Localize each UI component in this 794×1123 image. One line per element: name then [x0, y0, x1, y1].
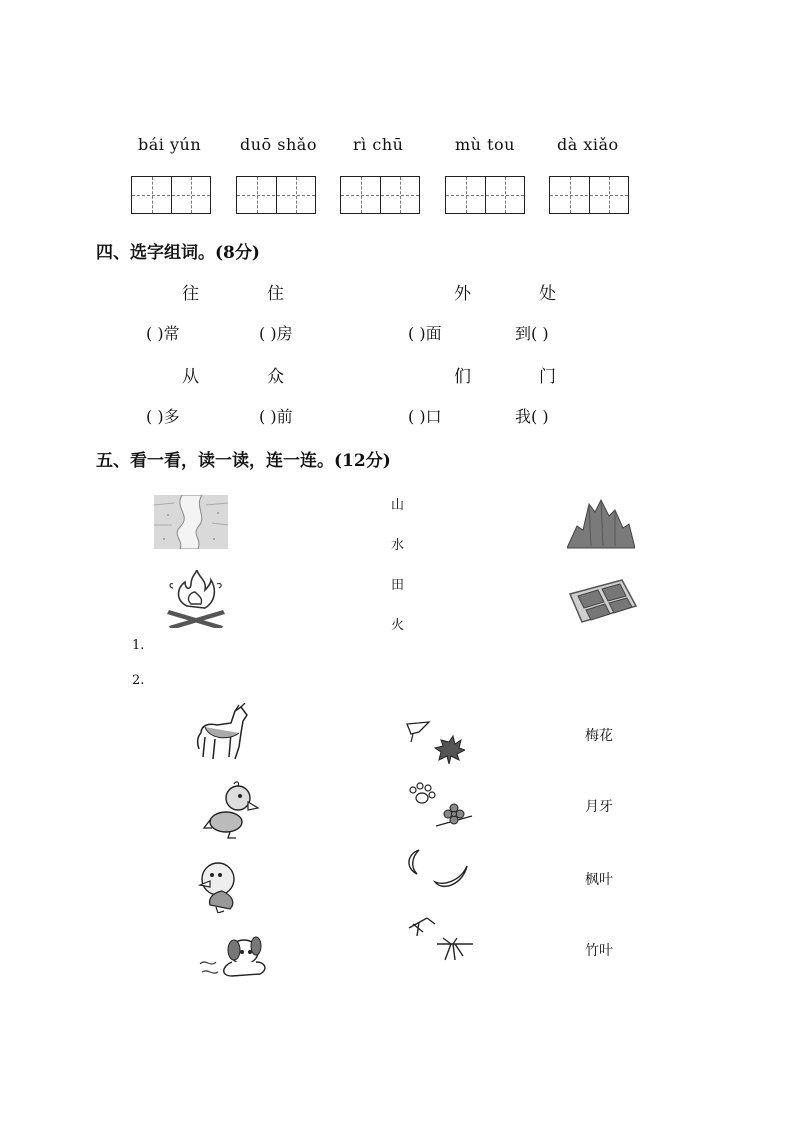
- choice-char: 从: [182, 367, 199, 387]
- choice-char: 处: [539, 284, 556, 304]
- pinyin-2: duō shǎo: [240, 135, 317, 154]
- pinyin-5: dà xiǎo: [557, 135, 619, 154]
- item-number: 1.: [132, 638, 145, 653]
- writing-grid-1[interactable]: [131, 176, 211, 214]
- puppy-icon: [198, 932, 274, 980]
- word-blank[interactable]: ( )面: [408, 324, 442, 343]
- writing-grid-2[interactable]: [236, 176, 316, 214]
- choice-char: 众: [267, 367, 284, 387]
- section-4-heading: 四、选字组词。(8分): [96, 243, 260, 263]
- chick-icon: [196, 857, 240, 913]
- word-blank[interactable]: ( )多: [146, 407, 180, 426]
- match-word: 水: [391, 538, 405, 553]
- chick-footprint-bamboo-leaf-icon: [407, 916, 477, 964]
- pinyin-4: mù tou: [455, 135, 515, 154]
- field-icon: [566, 576, 638, 626]
- plant-word: 梅花: [585, 728, 613, 744]
- choice-char: 们: [454, 367, 471, 387]
- match-word: 火: [391, 618, 405, 633]
- horse-footprint-crescent-icon: [403, 848, 469, 894]
- choice-char: 门: [539, 367, 556, 387]
- writing-grid-5[interactable]: [549, 176, 629, 214]
- duck-footprint-maple-leaf-icon: [405, 718, 465, 766]
- plant-word: 竹叶: [585, 943, 613, 959]
- word-blank[interactable]: ( )常: [146, 324, 180, 343]
- pinyin-1: bái yún: [138, 135, 202, 154]
- item-number: 2.: [132, 673, 145, 688]
- duckling-icon: [202, 780, 260, 840]
- word-blank[interactable]: ( )房: [259, 324, 293, 343]
- river-field-icon: [154, 495, 228, 549]
- word-blank[interactable]: ( )口: [408, 407, 442, 426]
- choice-char: 外: [454, 284, 471, 304]
- word-blank[interactable]: 到( ): [515, 324, 549, 343]
- word-blank[interactable]: ( )前: [259, 407, 293, 426]
- match-word: 田: [391, 578, 405, 593]
- choice-char: 住: [267, 284, 284, 304]
- writing-grid-3[interactable]: [340, 176, 420, 214]
- mountain-icon: [567, 496, 635, 550]
- writing-grid-4[interactable]: [445, 176, 525, 214]
- fire-icon: [165, 570, 227, 628]
- plant-word: 枫叶: [585, 872, 613, 888]
- plant-word: 月牙: [585, 799, 613, 815]
- match-word: 山: [391, 498, 405, 513]
- section-5-heading: 五、看一看，读一读，连一连。(12分): [96, 451, 391, 471]
- word-blank[interactable]: 我( ): [515, 407, 549, 426]
- pinyin-3: rì chū: [353, 135, 404, 154]
- choice-char: 往: [182, 284, 199, 304]
- dog-footprint-plum-blossom-icon: [406, 782, 474, 832]
- horse-icon: [195, 703, 251, 761]
